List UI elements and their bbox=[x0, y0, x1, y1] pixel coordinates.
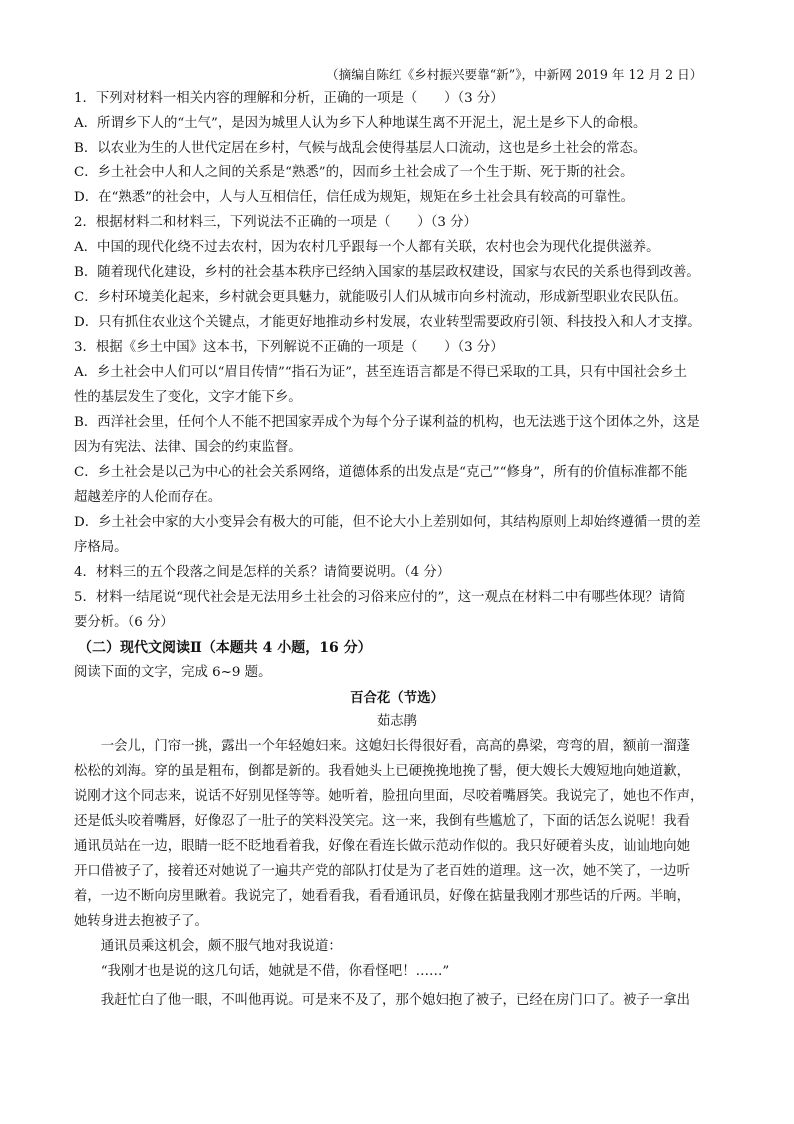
passage-line: 开口借被子了，接着还对她说了一遍共产党的部队打仗是为了老百姓的道理。这一次，她不笑了，一边听 bbox=[74, 864, 690, 879]
passage-line: “我刚才也是说的这几句话，她就是不借，你看怪吧！……” bbox=[74, 964, 450, 979]
question-1-option-c: C．乡土社会中人和人之间的关系是“熟悉”的，因而乡土社会成了一个生于斯、死于斯的社会。 bbox=[74, 165, 634, 180]
passage-line: 她转身进去抱被子了。 bbox=[74, 914, 208, 929]
passage-line: 着，一边不断向房里瞅着。我说完了，她看看我，看看通讯员，好像在掂量我刚才那些话的斤两。半晌， bbox=[74, 889, 690, 904]
passage-line: 松松的刘海。穿的虽是粗布，倒都是新的。我看她头上已硬挽挽地挽了髻，便大嫂长大嫂短地向她道歉， bbox=[74, 764, 690, 779]
question-1-option-a: A．所谓乡下人的“土气”，是因为城里人认为乡下人种地谋生离不开泥土，泥土是乡下人的命根。 bbox=[74, 116, 647, 131]
passage-line: 还是低头咬着嘴唇，好像忍了一肚子的笑料没笑完。这一来，我倒有些尴尬了，下面的话怎么说呢！我看 bbox=[74, 814, 690, 829]
question-3-option-c: C．乡土社会是以己为中心的社会关系网络，道德体系的出发点是“克己”“修身”，所有的价值标准都不能 bbox=[74, 465, 688, 480]
source-citation: （摘编自陈红《乡村振兴要靠“新”》，中新网 2019 年 12 月 2 日） bbox=[326, 67, 703, 82]
question-1-option-d: D．在“熟悉”的社会中，人与人互相信任，信任成为规矩，规矩在乡土社会具有较高的可靠性。 bbox=[74, 190, 635, 205]
question-3-option-a-cont: 性的基层发生了变化，文字才能下乡。 bbox=[74, 390, 302, 405]
question-5-cont: 要分析。（6 分） bbox=[74, 615, 174, 630]
passage-line: 说刚才这个同志来，说话不好别见怪等等。她听着，脸扭向里面，尽咬着嘴唇笑。我说完了，她也不作声， bbox=[74, 789, 704, 804]
question-3-option-b-cont: 因为有宪法、法律、国会的约束监督。 bbox=[74, 440, 302, 455]
section-heading: （二）现代文阅读Ⅱ（本题共 4 小题，16 分） bbox=[78, 640, 372, 656]
reading-instruction: 阅读下面的文字，完成 6~9 题。 bbox=[74, 665, 272, 680]
passage-line: 我赶忙白了他一眼，不叫他再说。可是来不及了，那个媳妇抱了被子，已经在房门口了。被子一拿出 bbox=[74, 993, 690, 1008]
question-1-stem: 1．下列对材料一相关内容的理解和分析，正确的一项是（ ）（3 分） bbox=[74, 91, 504, 106]
question-2-option-b: B．随着现代化建设，乡村的社会基本秩序已经纳入国家的基层政权建设，国家与农民的关系也得到改善。 bbox=[74, 265, 700, 280]
passage-author: 茹志鹃 bbox=[376, 714, 418, 729]
question-1-option-b: B．以农业为生的人世代定居在乡村，气候与战乱会使得基层人口流动，这也是乡土社会的常态。 bbox=[74, 141, 647, 156]
passage-line: 通讯员乘这机会，颇不服气地对我说道： bbox=[74, 939, 342, 954]
question-3-option-c-cont: 超越差序的人伦而存在。 bbox=[74, 490, 222, 505]
question-4: 4．材料三的五个段落之间是怎样的关系？请简要说明。（4 分） bbox=[74, 565, 451, 580]
question-2-option-a: A．中国的现代化绕不过去农村，因为农村几乎跟每一个人都有关联，农村也会为现代化提供滋养。 bbox=[74, 240, 660, 255]
question-3-option-d: D．乡土社会中家的大小变异会有极大的可能，但不论大小上差别如何，其结构原则上却始终遵循一贯的差 bbox=[74, 515, 701, 530]
question-3-option-a: A．乡土社会中人们可以“眉目传情”“指石为证”，甚至连语言都是不得已采取的工具，只有中国社会乡土 bbox=[74, 365, 687, 380]
question-2-stem: 2．根据材料二和材料三，下列说法不正确的一项是（ ）（3 分） bbox=[74, 215, 477, 230]
question-3-option-d-cont: 序格局。 bbox=[74, 540, 128, 555]
question-2-option-c: C．乡村环境美化起来，乡村就会更具魅力，就能吸引人们从城市向乡村流动，形成新型职业农民队伍。 bbox=[74, 290, 687, 305]
passage-title: 百合花（节选） bbox=[350, 690, 444, 706]
passage-line: 一会儿，门帘一挑，露出一个年轻媳妇来。这媳妇长得很好看，高高的鼻梁，弯弯的眉，额前一溜蓬 bbox=[74, 739, 690, 754]
passage-line: 通讯员站在一边，眼睛一眨不眨地看着我，好像在看连长做示范动作似的。我只好硬着头皮，讪讪地向她 bbox=[74, 839, 690, 854]
question-2-option-d: D．只有抓住农业这个关键点，才能更好地推动乡村发展，农业转型需要政府引领、科技投入和人才支撑。 bbox=[74, 315, 701, 330]
question-3-option-b: B．西洋社会里，任何个人不能不把国家弄成个为每个分子谋利益的机构，也无法逃于这个团体之外，这是 bbox=[74, 415, 700, 430]
question-3-stem: 3．根据《乡土中国》这本书，下列解说不正确的一项是（ ）（3 分） bbox=[74, 340, 504, 355]
question-5: 5．材料一结尾说“现代社会是无法用乡土社会的习俗来应付的”，这一观点在材料二中有哪些体现？请简 bbox=[74, 590, 686, 605]
